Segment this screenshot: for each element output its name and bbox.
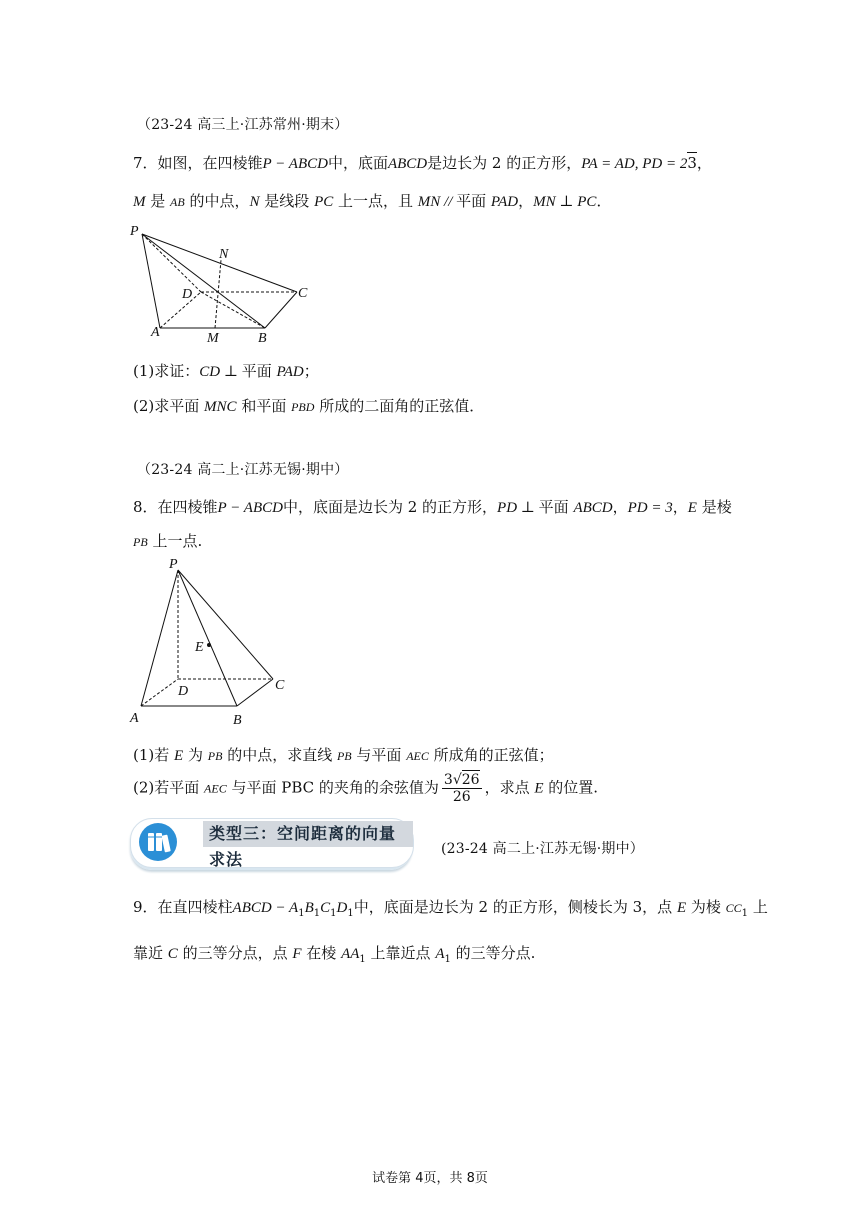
edge-PB xyxy=(142,234,265,328)
banner-source: (23-24 高二上·江苏无锡·期中） xyxy=(441,841,644,857)
edge-PC xyxy=(142,234,297,292)
edge-AD xyxy=(160,292,201,328)
edge-DB xyxy=(201,292,265,328)
page-footer: 试卷第 4页，共 8页 xyxy=(372,1171,488,1186)
q8-part2: (2)若平面 AEC 与平面 PBC 的夹角的余弦值为 $\frac{3√26}{26}$ ，求点 E 的位置. xyxy=(133,772,599,805)
edge-PD xyxy=(142,234,201,292)
q9-line2: 靠近 C 的三等分点，点 F 在棱 $AA_1$ 上靠近点 $A_1$ 的三等分点. xyxy=(133,944,536,965)
edge-BC xyxy=(265,292,297,328)
q7-pyramid-figure xyxy=(125,218,325,348)
q7-part1: (1)求证：CD ⊥ 平面 PAD； xyxy=(133,362,319,380)
q7-line2: M 是 AB 的中点，N 是线段 PC 上一点，且 MN // 平面 PAD，MN ⊥ PC． xyxy=(133,192,612,210)
label-D: D xyxy=(178,684,189,699)
label-A: A xyxy=(130,711,139,726)
label-P: P xyxy=(130,224,139,239)
edge-PA xyxy=(142,234,160,328)
q9-line1: 9．在直四棱柱ABCD − $A_1B_1C_1D_1$中，底面是边长为 2 的正方形，侧棱长为 3，点 E 为棱 $CC_1$ 上 xyxy=(133,898,768,919)
q7-line1: 7．如图，在四棱锥P − ABCD中，底面ABCD是边长为 2 的正方形，PA = AD, PD = 23， xyxy=(133,154,712,172)
label-B: B xyxy=(233,713,242,728)
section-banner xyxy=(130,818,412,870)
q7-part2: (2)求平面 MNC 和平面 PBD 所成的二面角的正弦值． xyxy=(133,397,485,415)
label-M: M xyxy=(207,331,219,346)
label-A: A xyxy=(151,325,160,340)
point-E xyxy=(207,643,211,647)
q8-line1: 8．在四棱锥P − ABCD中，底面是边长为 2 的正方形，PD ⊥ 平面 ABCD，PD = 3，E 是棱 xyxy=(133,498,732,516)
edge-AD xyxy=(141,679,178,706)
q7-source: （23-24 高三上·江苏常州·期末） xyxy=(137,117,349,133)
q8-line2: PB 上一点. xyxy=(133,532,203,550)
edge-BC xyxy=(237,679,273,706)
section-title: 类型三：空间距离的向量求法 xyxy=(203,821,413,847)
label-C: C xyxy=(298,286,308,301)
label-E: E xyxy=(195,640,204,655)
q8-part1: (1)若 E 为 PB 的中点，求直线 PB 与平面 AEC 所成角的正弦值； xyxy=(133,746,554,764)
cosine-fraction: $\frac{3√26}{26}$ xyxy=(443,772,480,805)
label-C: C xyxy=(275,678,285,693)
label-P: P xyxy=(169,557,178,572)
q8-source: （23-24 高二上·江苏无锡·期中） xyxy=(137,462,349,478)
books-icon xyxy=(139,823,177,861)
label-D: D xyxy=(182,287,193,302)
label-N: N xyxy=(219,247,229,262)
label-B: B xyxy=(258,331,267,346)
q8-pyramid-figure xyxy=(125,556,305,731)
edge-PA xyxy=(141,570,178,706)
edge-PC xyxy=(178,570,273,679)
